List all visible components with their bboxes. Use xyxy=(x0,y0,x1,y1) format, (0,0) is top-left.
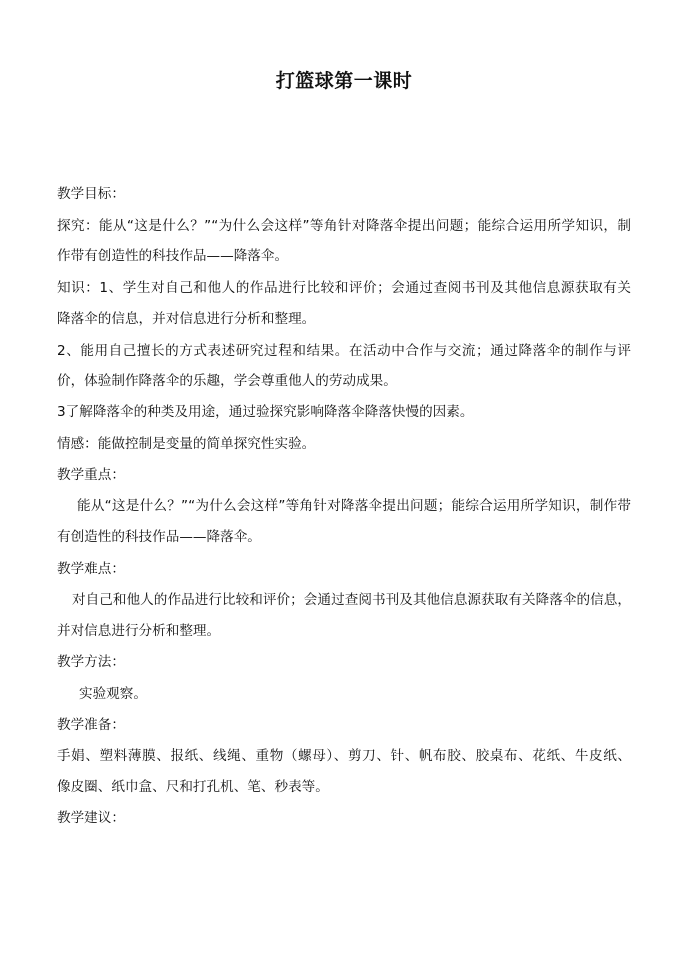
document-title: 打篮球第一课时 xyxy=(275,70,413,92)
paragraph-line: 实验观察。 xyxy=(79,686,147,702)
paragraph-line: 降落伞的信息，并对信息进行分析和整理。 xyxy=(57,311,316,327)
paragraph-line: 有创造性的科技作品——降落伞。 xyxy=(57,529,261,545)
paragraph-line: 对自己和他人的作品进行比较和评价；会通过查阅书刊及其他信息源获取有关降落伞的信息， xyxy=(72,592,631,608)
heading-teaching-objectives: 教学目标： xyxy=(57,186,125,202)
paragraph-line: 像皮圈、纸巾盒、尺和打孔机、笔、秒表等。 xyxy=(57,779,329,795)
heading-preparation: 教学准备： xyxy=(57,717,125,733)
paragraph-line: 价，体验制作降落伞的乐趣，学会尊重他人的劳动成果。 xyxy=(57,373,397,389)
heading-difficulties: 教学难点： xyxy=(57,561,125,577)
paragraph-line: 手娟、塑料薄膜、报纸、线绳、重物（螺母）、剪刀、针、帆布胶、胶桌布、花纸、牛皮纸、 xyxy=(57,748,631,764)
paragraph-line: 能从“这是什么？”“为什么会这样”等角针对降落伞提出问题；能综合运用所学知识，制作带 xyxy=(77,498,631,514)
paragraph-line: 作带有创造性的科技作品——降落伞。 xyxy=(57,248,289,264)
paragraph-line: 2、能用自己擅长的方式表述研究过程和结果。在活动中合作与交流；通过降落伞的制作与评 xyxy=(57,343,631,359)
heading-key-points: 教学重点： xyxy=(57,467,125,483)
paragraph-line: 知识：1、学生对自己和他人的作品进行比较和评价；会通过查阅书刊及其他信息源获取有关 xyxy=(57,280,631,296)
paragraph-line: 并对信息进行分析和整理。 xyxy=(57,623,221,639)
heading-suggestions: 教学建议： xyxy=(57,810,125,826)
paragraph-line: 3了解降落伞的种类及用途，通过验探究影响降落伞降落快慢的因素。 xyxy=(57,404,474,420)
heading-teaching-method: 教学方法： xyxy=(57,654,125,670)
paragraph-line: 探究：能从“这是什么？”“为什么会这样”等角针对降落伞提出问题；能综合运用所学知识，制 xyxy=(57,218,631,234)
paragraph-line: 情感：能做控制是变量的简单探究性实验。 xyxy=(57,436,316,452)
